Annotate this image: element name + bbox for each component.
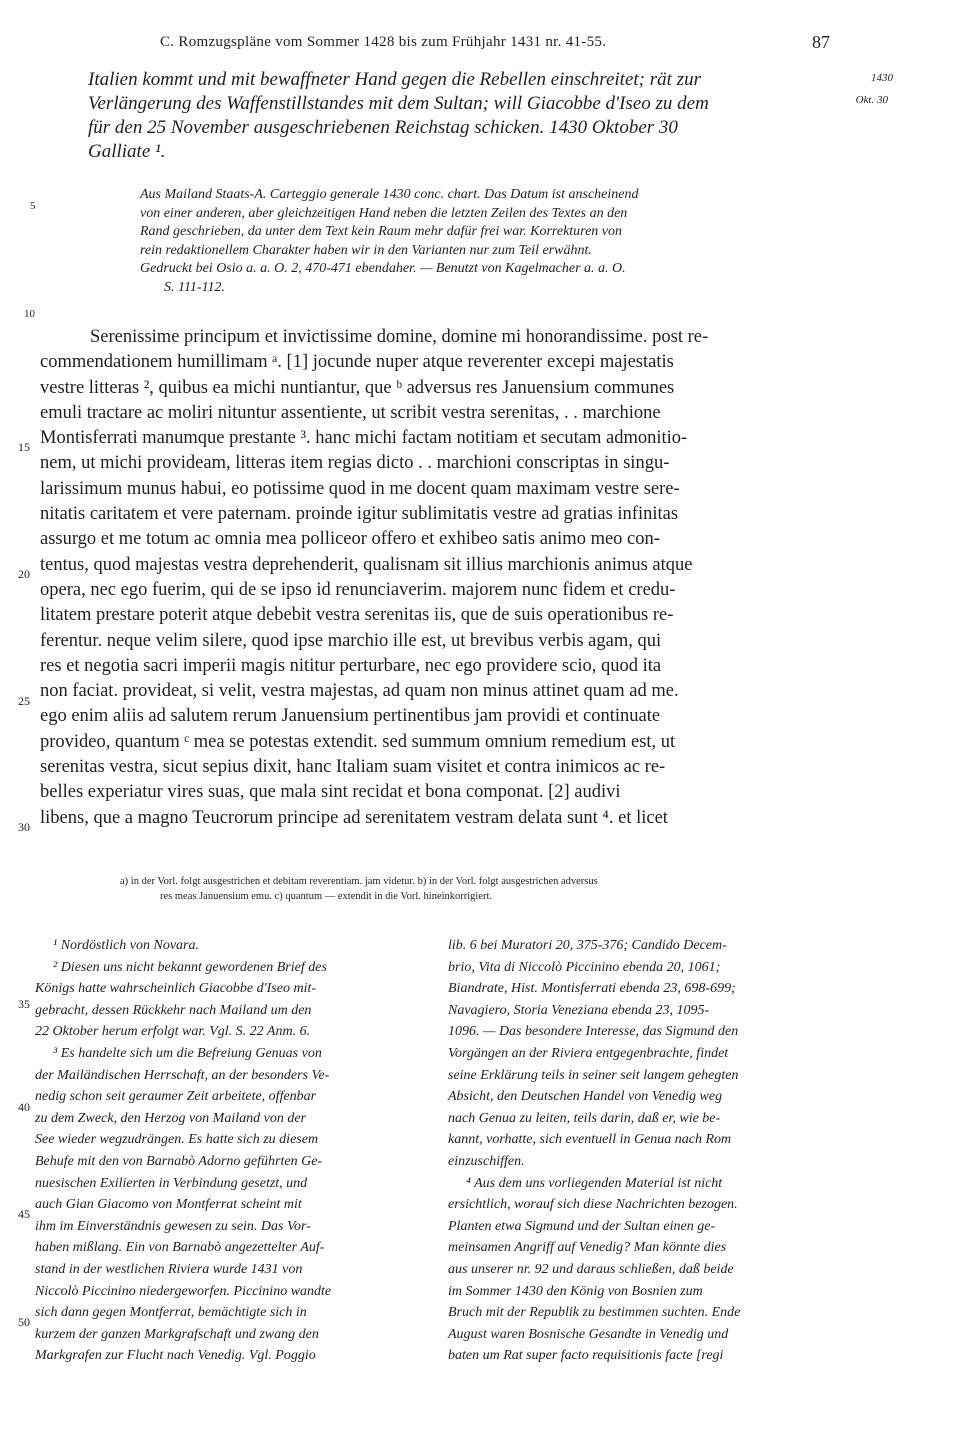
source-line: Gedruckt bei Osio a. a. O. 2, 470-471 ebendaher. — Benutzt von Kagelmacher a. a. O. <box>140 261 626 276</box>
letter-body <box>40 325 840 831</box>
source-line: rein redaktionellem Charakter haben wir in den Varianten nur zum Teil erwähnt. <box>140 242 592 258</box>
footnote-line: nuesischen Exilierten in Verbindung gesetzt, und <box>35 1175 308 1191</box>
regest-line: Italien kommt und mit bewaffneter Hand gegen die Rebellen einschreitet; rät zur <box>88 69 701 90</box>
source-line: von einer anderen, aber gleichzeitigen Hand neben die letzten Zeilen des Textes an den <box>140 205 628 221</box>
regest-line: Galliate ¹. <box>88 141 166 162</box>
footnote-line: Planten etwa Sigmund und der Sultan einen ge- <box>448 1218 716 1234</box>
footnote-line: nedig schon seit geraumer Zeit arbeitete, offenbar <box>35 1089 317 1105</box>
body-line: larissimum munus habui, eo potissime quod in me docent quam maximam vestre sere- <box>40 478 680 499</box>
footnote-line: auch Gian Giacomo von Montferrat scheint mit <box>35 1197 302 1213</box>
body-line: assurgo et me totum ac omnia mea polliceor offero et exhibeo satis animo meo con- <box>40 529 660 550</box>
footnote-line: ¹ Nordöstlich von Novara. <box>53 938 200 953</box>
footnote-line: der Mailändischen Herrschaft, an der besonders Ve- <box>35 1067 330 1083</box>
footnote-line: ihm im Einverständnis gewesen zu sein. Das Vor- <box>35 1218 311 1234</box>
source-line: S. 111-112. <box>164 279 226 295</box>
footnote-line: lib. 6 bei Muratori 20, 375-376; Candido Decem- <box>448 938 727 953</box>
footnotes-right-column <box>448 935 838 1367</box>
footnote-line: Königs hatte wahrscheinlich Giacobbe d'Iseo mit- <box>35 981 317 997</box>
regest-line: Verlängerung des Waffenstillstandes mit dem Sultan; will Giacobbe d'Iseo zu dem <box>88 93 709 114</box>
footnote-line: zu dem Zweck, den Herzog von Mailand von der <box>35 1110 307 1126</box>
line-number: 40 <box>18 1100 30 1114</box>
page-number: 87 <box>812 32 830 52</box>
footnote-line: ³ Es handelte sich um die Befreiung Genuas von <box>53 1045 322 1061</box>
body-line: Montisferrati manumque prestante ³. hanc michi factam notitiam et secutam admonitio- <box>40 428 688 449</box>
regest-line: für den 25 November ausgeschriebenen Reichstag schicken. 1430 Oktober 30 <box>88 117 678 138</box>
footnote-line: 1096. — Das besondere Interesse, das Sigmund den <box>448 1024 739 1040</box>
body-line: non faciat. provideat, si velit, vestra majestas, ad quam non minus attinet quam ad me. <box>40 681 679 702</box>
body-line: litatem prestare poterit atque debebit vestra serenitas iis, que de suis operationibus re- <box>40 605 674 626</box>
footnote-line: ersichtlich, worauf sich diese Nachrichten bezogen. <box>448 1197 738 1213</box>
line-number: 35 <box>18 997 30 1011</box>
body-line: res et negotia sacri imperii magis nititur perturbare, nec ego providere scio, quod ita <box>40 655 662 676</box>
line-number: 50 <box>18 1315 30 1329</box>
body-line: vestre litteras ², quibus ea michi nuntiantur, que ᵇ adversus res Januensium communes <box>40 377 675 398</box>
body-line: libens, que a magno Teucrorum principe ad serenitatem vestram delata sunt ⁴. et licet <box>40 807 668 828</box>
line-number: 10 <box>24 308 35 320</box>
source-line: Aus Mailand Staats-A. Carteggio generale 1430 conc. chart. Das Datum ist anscheinend <box>140 187 639 202</box>
source-line: Rand geschrieben, da unter dem Text kein Raum mehr dafür frei war. Korrekturen von <box>140 224 623 239</box>
footnote-line: See wieder wegzudrängen. Es hatte sich zu diesem <box>35 1132 319 1148</box>
footnote-line: Markgrafen zur Flucht nach Venedig. Vgl. Poggio <box>35 1348 316 1364</box>
body-line: ferentur. neque velim silere, quod ipse marchio ille est, ut brevibus verbis agam, qui <box>40 630 662 651</box>
footnote-line: 22 Oktober herum erfolgt war. Vgl. S. 22 Anm. 6. <box>35 1024 311 1040</box>
footnote-line: seine Erklärung teils in seiner seit langem gehegten <box>448 1067 739 1083</box>
footnote-line: Navagiero, Storia Veneziana ebenda 23, 1095- <box>448 1002 710 1018</box>
footnote-line: Niccolò Piccinino niedergeworfen. Piccinino wandte <box>35 1283 332 1299</box>
body-line: nem, ut michi provideam, litteras item regias dicto . . marchioni conscriptas in singu- <box>40 453 670 474</box>
regest <box>88 68 840 164</box>
footnote-line: gebracht, dessen Rückkehr nach Mailand um den <box>35 1002 312 1018</box>
footnote-line: einzuschiffen. <box>448 1153 525 1169</box>
footnote-line: August waren Bosnische Gesandte in Venedig und <box>448 1326 729 1342</box>
body-line: serenitas vestra, sicut sepius dixit, hanc Italiam suam visitet et contra inimicos ac re- <box>40 757 666 778</box>
margin-date-day: Okt. 30 <box>855 94 888 106</box>
footnote-line: brio, Vita di Niccolò Piccinino ebenda 20, 1061; <box>448 959 721 975</box>
body-line: Serenissime principum et invictissime domine, domine mi honorandissime. post re- <box>90 327 709 347</box>
footnote-line: sich dann gegen Montferrat, bemächtigte sich in <box>35 1305 307 1321</box>
footnote-line: meinsamen Angriff auf Venedig? Man könnte dies <box>448 1240 727 1256</box>
body-line: ego enim aliis ad salutem rerum Januensium pertinentibus jam providi et continuate <box>40 706 661 727</box>
footnote-line: Bruch mit der Republik zu bestimmen suchten. Ende <box>448 1305 741 1321</box>
footnote-line: aus unserer nr. 92 und daraus schließen, daß beide <box>448 1261 734 1277</box>
line-number: 15 <box>18 440 30 454</box>
body-line: emuli tractare ac moliri nituntur assentiente, ut scribit vestra serenitas, . . marchione <box>40 402 661 423</box>
footnote-line: ⁴ Aus dem uns vorliegenden Material ist nicht <box>466 1175 723 1191</box>
critical-apparatus <box>120 875 840 904</box>
footnote-line: baten um Rat super facto requisitionis facte [regi <box>448 1348 724 1364</box>
line-number: 30 <box>18 820 30 834</box>
body-line: nitatis caritatem et vere paternam. proinde igitur sublimitatis vestre ad gratias infinitas <box>40 504 679 525</box>
body-line: opera, nec ego fuerim, qui de se ipso id renunciaverim. majorem nunc fidem et credu- <box>40 579 676 600</box>
footnote-line: kurzem der ganzen Markgrafschaft und zwang den <box>35 1326 319 1342</box>
footnote-line: Behufe mit den von Barnabò Adorno geführten Ge- <box>35 1153 323 1169</box>
apparatus-line: a) in der Vorl. folgt ausgestrichen et debitam reverentiam. jam videtur. b) in der Vorl. folgt ausgestrichen adversus <box>120 876 598 887</box>
footnote-line: Biandrate, Hist. Montisferrati ebenda 23, 698-699; <box>448 981 736 997</box>
body-line: tentus, quod majestas vestra deprehenderit, qualisnam sit illius marchionis animus atque <box>40 554 693 575</box>
apparatus-line: res meas Januensium emu. c) quantum — extendit in die Vorl. hineinkorrigiert. <box>160 890 493 902</box>
footnote-line: im Sommer 1430 den König von Bosnien zum <box>448 1283 703 1299</box>
footnote-line: nach Genua zu leiten, teils darin, daß er, wie be- <box>448 1110 721 1126</box>
footnote-line: haben mißlang. Ein von Barnabò angezettelter Auf- <box>35 1240 325 1256</box>
body-line: provideo, quantum ᶜ mea se potestas extendit. sed summum omnium remedium est, ut <box>40 731 676 752</box>
line-number: 25 <box>18 694 30 708</box>
footnote-line: kannt, vorhatte, sich eventuell in Genua nach Rom <box>448 1132 732 1148</box>
footnotes-left-column <box>35 935 425 1367</box>
body-line: commendationem humillimam ᵃ. [1] jocunde nuper atque reverenter excepi majestatis <box>40 352 674 373</box>
body-line: belles experiatur vires suas, que mala sint recidat et bona componat. [2] audivi <box>40 782 621 803</box>
line-number: 45 <box>18 1207 30 1221</box>
margin-date-year: 1430 <box>871 72 893 84</box>
source-note <box>140 186 840 297</box>
running-title: C. Romzugspläne vom Sommer 1428 bis zum Frühjahr 1431 nr. 41-55. <box>160 34 607 50</box>
footnote-line: Vorgängen an der Riviera entgegenbrachte, findet <box>448 1045 729 1061</box>
footnote-line: ² Diesen uns nicht bekannt gewordenen Brief des <box>53 959 327 975</box>
footnote-line: stand in der westlichen Riviera wurde 1431 von <box>35 1261 303 1277</box>
footnote-line: Absicht, den Deutschen Handel von Venedig weg <box>448 1089 723 1105</box>
line-number: 20 <box>18 567 30 581</box>
line-number: 5 <box>30 200 36 212</box>
